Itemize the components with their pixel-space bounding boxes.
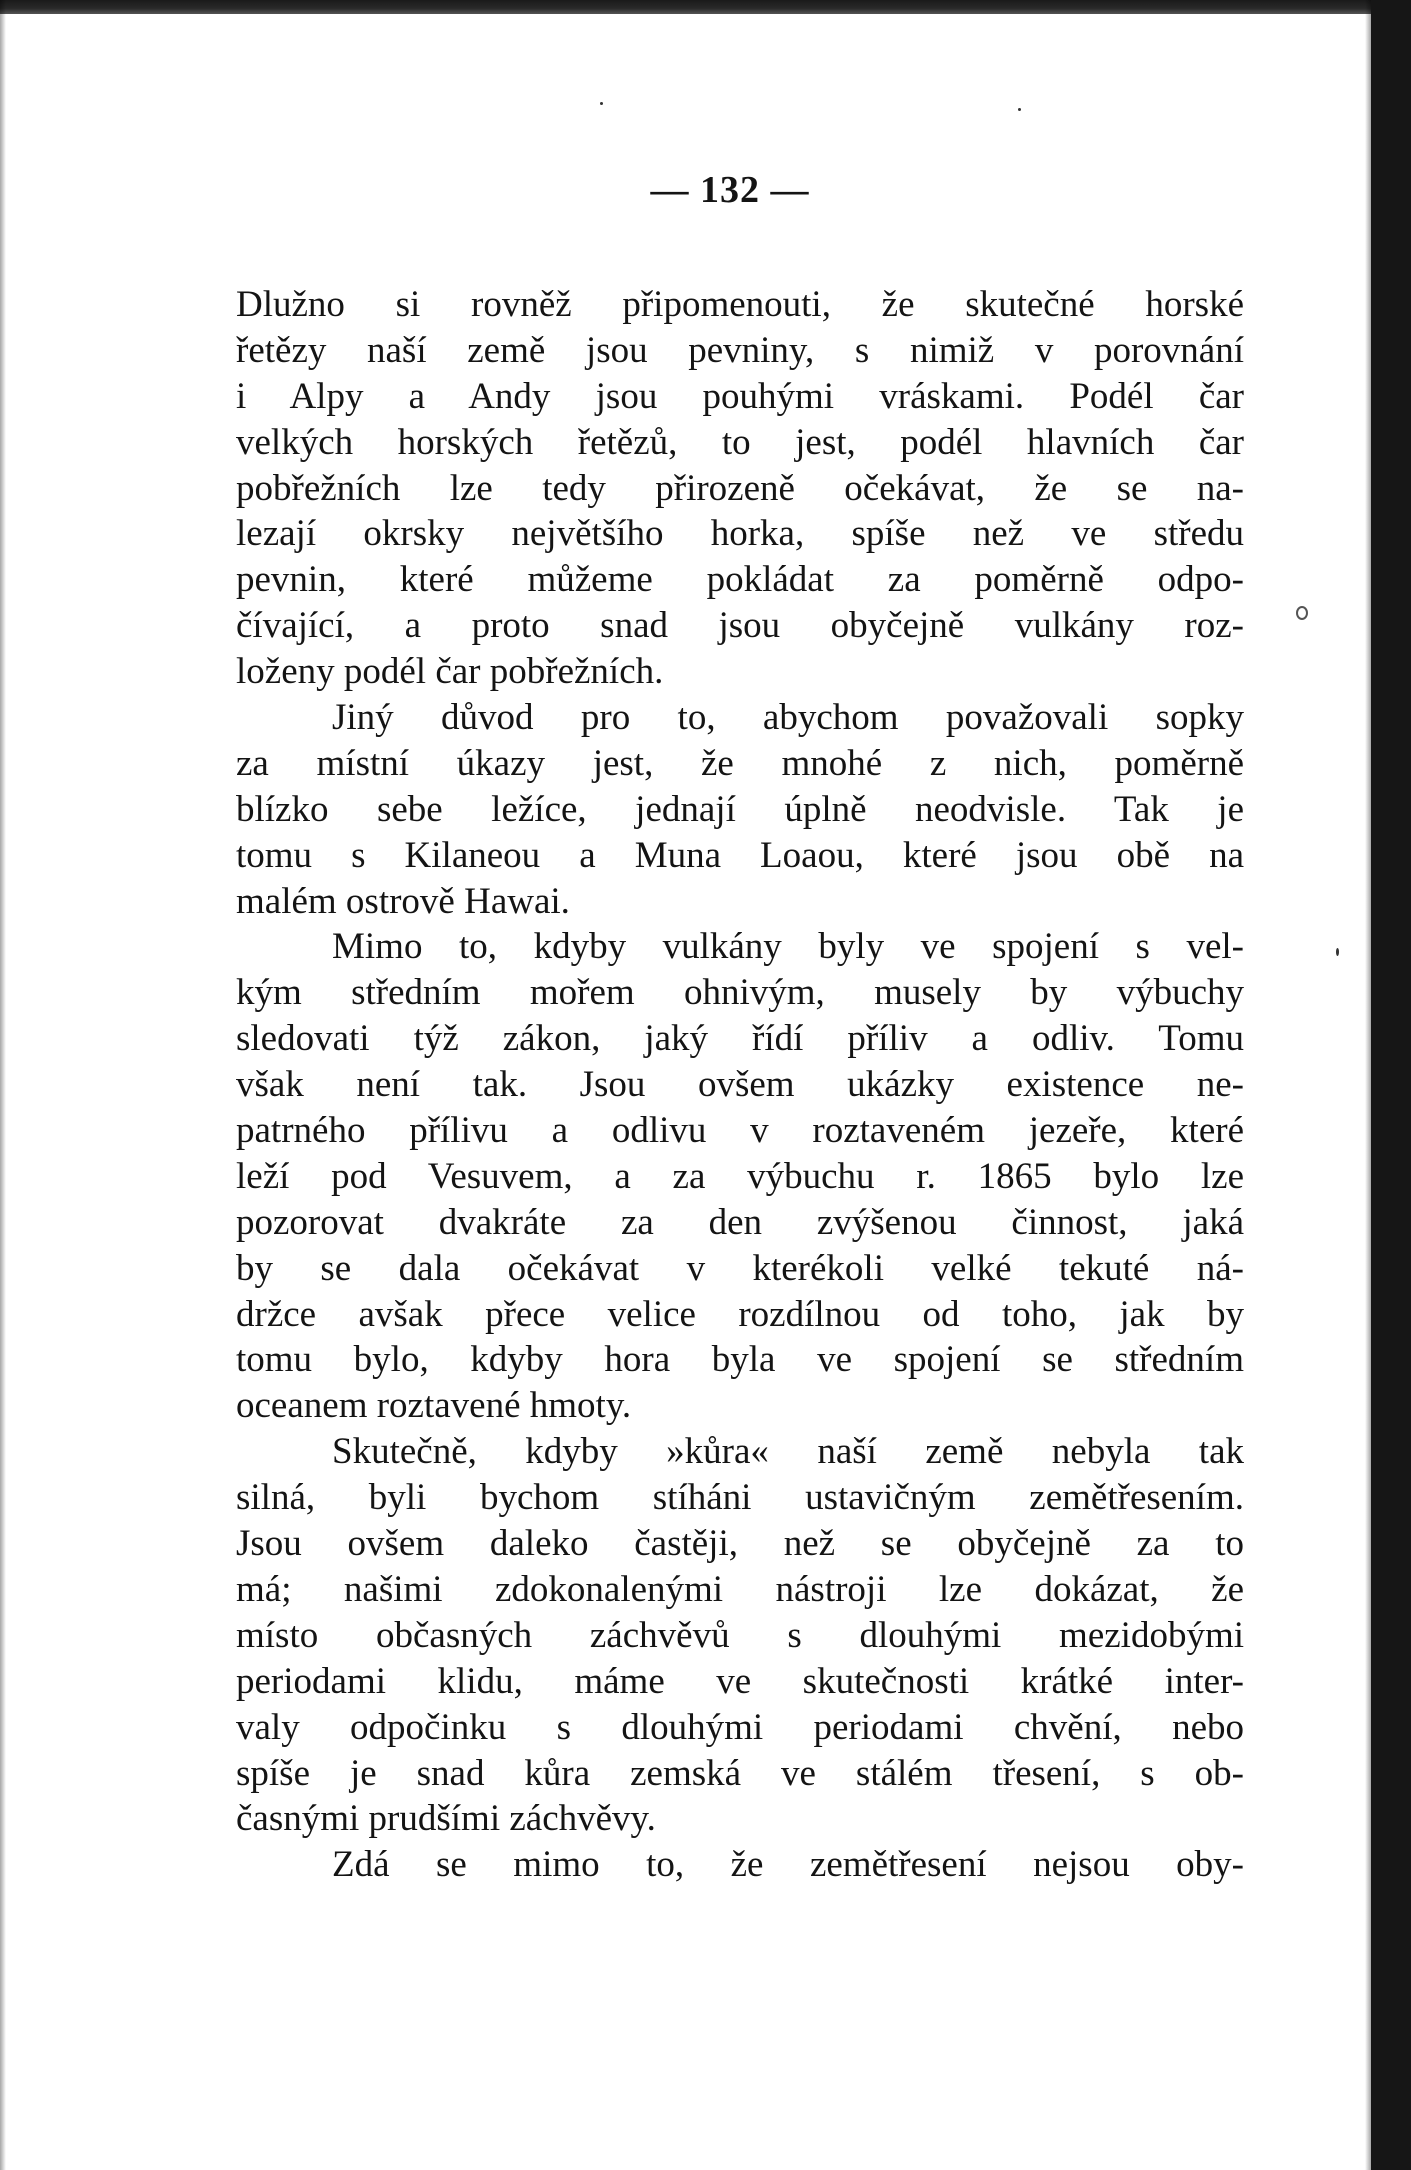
text-line: Jsou ovšem daleko častěji, než se obyčejně za to <box>236 1523 1244 1565</box>
text-line: Skutečně, kdyby »kůra« naší země nebyla tak <box>332 1431 1244 1473</box>
text-line: za místní úkazy jest, že mnohé z nich, poměrně <box>236 742 1244 784</box>
text-line: patrného přílivu a odlivu v roztaveném jezeře, které <box>236 1110 1244 1152</box>
text-line: oceanem roztavené hmoty. <box>236 1385 632 1427</box>
text-line: lezají okrsky největšího horka, spíše než ve středu <box>236 513 1244 555</box>
text-line: leží pod Vesuvem, a za výbuchu r. 1865 bylo lze <box>236 1155 1244 1197</box>
body-text <box>236 282 1244 1888</box>
page-number: — 132 — <box>650 169 810 211</box>
text-line: valy odpočinku s dlouhými periodami chvění, nebo <box>236 1706 1244 1748</box>
text-line: čívající, a proto snad jsou obyčejně vulkány roz- <box>236 605 1244 647</box>
text-line: by se dala očekávat v kterékoli velké tekuté ná- <box>236 1247 1244 1289</box>
text-line: kým středním mořem ohnivým, musely by výbuchy <box>236 972 1244 1014</box>
text-line: pozorovat dvakráte za den zvýšenou činnost, jaká <box>236 1201 1244 1243</box>
scan-speck <box>1336 948 1339 956</box>
text-line: loženy podél čar pobřežních. <box>236 651 664 693</box>
text-line: Zdá se mimo to, že zemětřesení nejsou oby- <box>332 1844 1244 1886</box>
text-line: časnými prudšími záchvěvy. <box>236 1798 656 1840</box>
text-line: řetězy naší země jsou pevniny, s nimiž v porovnání <box>236 329 1244 371</box>
text-line: i Alpy a Andy jsou pouhými vráskami. Podél čar <box>236 375 1244 417</box>
text-line: pobřežních lze tedy přirozeně očekávat, že se na- <box>236 467 1244 509</box>
text-line: místo občasných záchvěvů s dlouhými mezidobými <box>236 1614 1244 1656</box>
text-line: tomu bylo, kdyby hora byla ve spojení se středním <box>236 1339 1244 1381</box>
text-line: pevnin, které můžeme pokládat za poměrně odpo- <box>236 559 1244 601</box>
text-line: spíše je snad kůra zemská ve stálém třesení, s ob- <box>236 1752 1244 1794</box>
text-line: však není tak. Jsou ovšem ukázky existence ne- <box>236 1064 1244 1106</box>
text-line: tomu s Kilaneou a Muna Loaou, které jsou obě na <box>236 834 1244 876</box>
scan-speck <box>1296 606 1308 620</box>
text-line: velkých horských řetězů, to jest, podél hlavních čar <box>236 421 1244 463</box>
text-line: má; našimi zdokonalenými nástroji lze dokázat, že <box>236 1568 1244 1610</box>
text-line: držce avšak přece velice rozdílnou od toho, jak by <box>236 1293 1244 1335</box>
scan-speck <box>600 102 603 105</box>
text-line: blízko sebe ležíce, jednají úplně neodvisle. Tak je <box>236 788 1244 830</box>
scan-edge-right <box>1371 0 1411 2170</box>
text-line: Dlužno si rovněž připomenouti, že skutečné horské <box>236 284 1244 325</box>
text-line: sledovati týž zákon, jaký řídí příliv a odliv. Tomu <box>236 1018 1244 1060</box>
scan-speck <box>1018 108 1021 111</box>
text-line: malém ostrově Hawai. <box>236 880 570 922</box>
text-line: Mimo to, kdyby vulkány byly ve spojení s vel- <box>332 926 1244 968</box>
text-line: silná, byli bychom stíháni ustavičným zemětřesením. <box>236 1477 1244 1519</box>
text-line: Jiný důvod pro to, abychom považovali sopky <box>332 697 1244 739</box>
text-line: periodami klidu, máme ve skutečnosti krátké inter- <box>236 1660 1244 1702</box>
